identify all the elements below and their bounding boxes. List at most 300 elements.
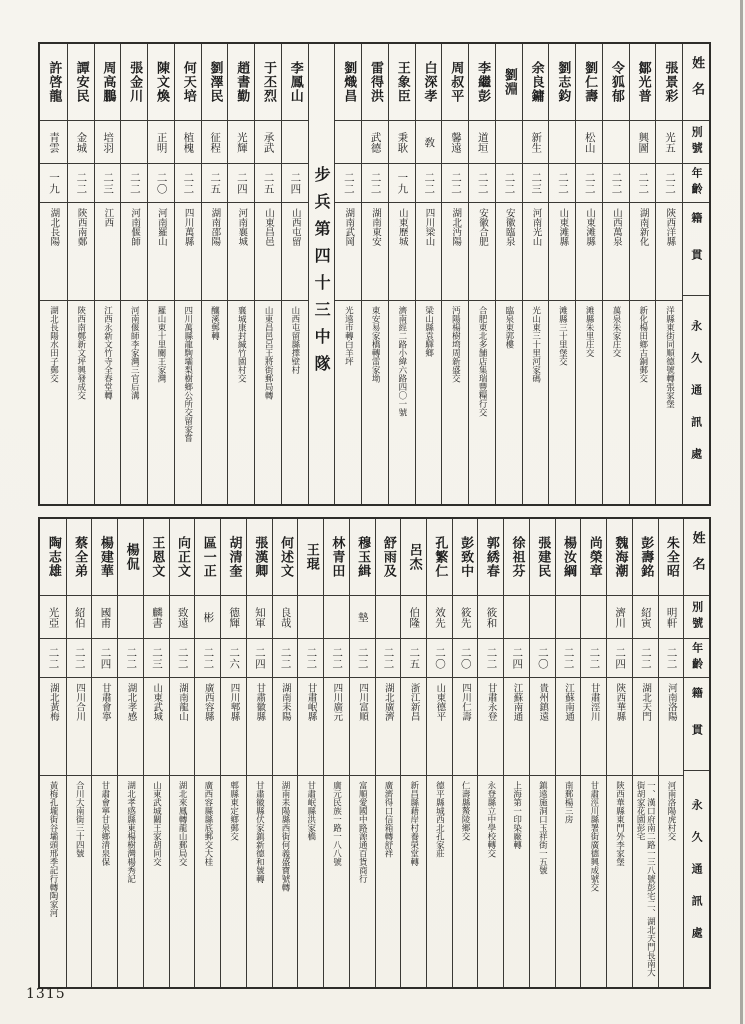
alias-header-label: 別號 (690, 126, 704, 158)
address-cell (416, 301, 442, 504)
alias-cell (202, 121, 228, 164)
age-cell (556, 639, 581, 678)
native-cell (144, 678, 169, 776)
address-value: 釀溪郵轉 (209, 306, 220, 340)
alias-cell (228, 121, 254, 164)
age-cell (255, 164, 281, 203)
roster-column (468, 44, 495, 504)
roster-column (194, 519, 220, 987)
address-cell (362, 301, 388, 504)
name-value: 向正文 (175, 536, 191, 578)
roster-column (452, 519, 478, 987)
name-cell (121, 44, 147, 121)
address-value: 洋縣東街同順德號轉張家堡 (664, 306, 675, 408)
age-value: 二二 (125, 646, 138, 670)
age-value: 一九 (48, 171, 61, 195)
address-cell (389, 301, 415, 504)
alias-cell (416, 121, 442, 164)
roster-column (415, 44, 442, 504)
native-value: 河南羅山 (155, 208, 167, 246)
native-cell (175, 203, 201, 301)
name-cell (416, 44, 442, 121)
age-value: 二五 (262, 171, 275, 195)
native-cell (228, 203, 254, 301)
address-value: 黃梅孔壠街谷壩頭邢季記行轉陶家河 (47, 781, 58, 917)
alias-value: 紹伯 (73, 606, 86, 628)
age-cell (607, 639, 632, 678)
name-value: 王象臣 (394, 61, 410, 103)
name-value: 朱全昭 (663, 536, 679, 578)
roster-column (120, 44, 147, 504)
name-cell (202, 44, 228, 121)
address-value: 富順愛國中路源通百貨商行 (357, 781, 368, 883)
address-header-cell (684, 771, 709, 987)
native-value: 甘肅會寧 (99, 683, 111, 721)
name-cell (496, 44, 522, 121)
address-value: 甘肅會寧甘泉鄉清泉保 (99, 781, 110, 866)
age-value: 二三 (150, 646, 163, 670)
age-cell (576, 164, 602, 203)
native-cell (68, 203, 94, 301)
name-value: 劉仁壽 (582, 61, 598, 103)
alias-cell (247, 596, 272, 639)
age-value: 二四 (99, 646, 112, 670)
address-cell (607, 776, 632, 987)
address-value: 臨泉東郭樓 (503, 306, 514, 349)
alias-cell (389, 121, 415, 164)
address-cell (92, 776, 117, 987)
name-value: 劉熾昌 (341, 61, 357, 103)
name-cell (195, 519, 220, 596)
name-value: 魏海潮 (612, 536, 628, 578)
name-value: 郭綉春 (483, 536, 499, 578)
age-cell (273, 639, 298, 678)
alias-cell (273, 596, 298, 639)
address-value: 湖北長陽水田子郵交 (48, 306, 59, 383)
age-value: 二四 (235, 171, 248, 195)
native-cell (523, 203, 549, 301)
age-value: 二二 (583, 171, 596, 195)
address-value: 萬泉朱家庄交 (610, 306, 621, 357)
address-cell (335, 301, 361, 504)
native-value: 河南光山 (530, 208, 542, 246)
native-value: 陝西華縣 (614, 683, 626, 721)
native-value: 山東歷城 (396, 208, 408, 246)
alias-value: 筱和 (485, 606, 498, 628)
name-cell (530, 519, 555, 596)
alias-cell (478, 596, 503, 639)
alias-cell (630, 121, 656, 164)
alias-value: 植槐 (182, 131, 195, 153)
age-cell (247, 639, 272, 678)
native-value: 河南襄城 (236, 208, 248, 246)
name-value: 余良鏞 (528, 61, 544, 103)
age-value: 二〇 (536, 646, 549, 670)
address-value: 湖北來鳳轉龍山郵局交 (177, 781, 188, 866)
native-value: 湖北天門 (640, 683, 652, 721)
age-value: 二二 (665, 646, 678, 670)
alias-cell (453, 596, 478, 639)
alias-value: 致遠 (176, 606, 189, 628)
native-header-label: 籍貫 (690, 687, 704, 761)
name-cell (427, 519, 452, 596)
name-value: 張景彩 (662, 61, 678, 103)
age-value: 二二 (331, 646, 344, 670)
unit-title-text: 步兵第四十三中隊 (312, 166, 332, 382)
name-value: 楊建華 (97, 536, 113, 578)
alias-cell (282, 121, 308, 164)
age-header-cell (684, 639, 709, 678)
address-value: 滩縣三十里堡交 (557, 306, 568, 366)
roster-column (548, 44, 575, 504)
alias-cell (335, 121, 361, 164)
alias-cell (633, 596, 658, 639)
age-cell (401, 639, 426, 678)
native-value: 湖南武岡 (343, 208, 355, 246)
address-value: 湖北孝感縣東楊樹灣楊秀記 (125, 781, 136, 883)
name-cell (170, 519, 195, 596)
address-cell (630, 301, 656, 504)
age-cell (549, 164, 575, 203)
native-cell (273, 678, 298, 776)
roster-column (323, 519, 349, 987)
address-cell (228, 301, 254, 504)
address-cell (247, 776, 272, 987)
scan-edge-shadow (740, 0, 743, 1024)
address-cell (556, 776, 581, 987)
native-value: 湖北黃梅 (47, 683, 59, 721)
age-value: 二〇 (434, 646, 446, 670)
native-cell (478, 678, 503, 776)
name-value: 舒雨及 (380, 536, 396, 578)
page-number: 1315 (26, 986, 66, 1002)
address-cell (633, 776, 658, 987)
address-value: 滩縣朱里庄交 (584, 306, 595, 357)
roster-column (400, 519, 426, 987)
name-cell (92, 519, 117, 596)
native-cell (603, 203, 629, 301)
alias-value: 新生 (530, 131, 543, 153)
alias-cell (68, 121, 94, 164)
roster-column (555, 519, 581, 987)
native-value: 安徽合肥 (477, 208, 489, 246)
native-cell (40, 203, 67, 301)
age-cell (324, 639, 349, 678)
native-value: 浙江新昌 (408, 683, 420, 721)
name-cell (478, 519, 503, 596)
name-cell (228, 44, 254, 121)
alias-cell (221, 596, 246, 639)
roster-column (495, 44, 522, 504)
alias-cell (659, 596, 684, 639)
native-value: 山東武城 (151, 683, 163, 721)
alias-value: 光亞 (47, 606, 60, 628)
address-cell (581, 776, 606, 987)
unit-title (309, 44, 335, 504)
name-value: 張建民 (535, 536, 551, 578)
address-value: 新化楊田鄉古銅郵交 (637, 306, 648, 383)
name-cell (453, 519, 478, 596)
native-value: 湖南耒陽 (279, 683, 291, 721)
alias-value: 秉耿 (396, 131, 409, 153)
alias-cell (195, 596, 220, 639)
age-cell (416, 164, 442, 203)
native-cell (416, 203, 442, 301)
roster-column (94, 44, 121, 504)
address-cell (350, 776, 375, 987)
alias-value: 正明 (155, 131, 168, 153)
age-value: 二二 (369, 171, 382, 195)
age-header-label: 年齡 (690, 167, 704, 199)
native-value: 山東滩縣 (584, 208, 596, 246)
age-value: 二二 (305, 646, 318, 670)
alias-cell (607, 596, 632, 639)
address-value: 河南洛陽虎村交 (666, 781, 676, 841)
alias-value: 紹寅 (639, 606, 652, 628)
age-cell (630, 164, 656, 203)
native-cell (633, 678, 658, 776)
alias-value: 青雲 (48, 131, 61, 153)
name-cell (656, 44, 682, 121)
name-cell (40, 44, 67, 121)
address-value: 羅山東十里關王家灣 (156, 306, 167, 383)
address-cell (221, 776, 246, 987)
name-header-label: 姓名 (689, 531, 705, 583)
native-cell (659, 678, 684, 776)
age-cell (335, 164, 361, 203)
native-value: 四川合川 (74, 683, 86, 721)
alias-header-label: 別號 (690, 601, 704, 633)
age-cell (453, 639, 478, 678)
age-value: 二四 (253, 646, 266, 670)
name-value: 蔡全弟 (72, 536, 88, 578)
alias-cell (324, 596, 349, 639)
name-cell (40, 519, 66, 596)
address-value: 江西永新文竹寺全春堂轉 (102, 306, 113, 400)
native-cell (298, 678, 323, 776)
native-value: 山西萬泉 (610, 208, 622, 246)
address-value: 濟南經二路小緯六路四〇一號 (396, 306, 407, 417)
roster-column (272, 519, 298, 987)
address-cell (656, 301, 682, 504)
alias-cell (92, 596, 117, 639)
name-cell (523, 44, 549, 121)
address-cell (401, 776, 426, 987)
alias-value: 國甫 (99, 606, 112, 628)
roster-column (66, 519, 92, 987)
native-value: 甘肅徽縣 (254, 683, 266, 721)
native-value: 湖南邵陽 (209, 208, 221, 246)
name-value: 譚安民 (73, 61, 89, 103)
address-value: 德平縣城西北孔家莊 (434, 781, 445, 858)
native-value: 江西 (102, 208, 114, 227)
age-cell (298, 639, 323, 678)
age-value: 二二 (503, 171, 516, 195)
name-value: 周高鵬 (100, 61, 116, 103)
native-cell (255, 203, 281, 301)
alias-value: 興圖 (637, 131, 650, 153)
name-cell (144, 519, 169, 596)
name-value: 穆玉緝 (355, 536, 371, 578)
age-cell (633, 639, 658, 678)
name-value: 雷得洪 (368, 61, 384, 103)
age-cell (228, 164, 254, 203)
address-cell (478, 776, 503, 987)
roster-column (143, 519, 169, 987)
name-value: 陶志雄 (45, 536, 61, 578)
native-cell (67, 678, 92, 776)
native-value: 四川富順 (357, 683, 369, 721)
roster-column (388, 44, 415, 504)
native-cell (170, 678, 195, 776)
age-cell (170, 639, 195, 678)
address-cell (273, 776, 298, 987)
name-cell (95, 44, 121, 121)
alias-cell (523, 121, 549, 164)
alias-cell (144, 596, 169, 639)
native-header-cell (683, 203, 709, 296)
age-value: 一九 (396, 171, 409, 195)
address-cell (603, 301, 629, 504)
alias-value: 效先 (434, 606, 446, 628)
name-value: 胡清奎 (226, 536, 242, 578)
address-cell (530, 776, 555, 987)
roster-column (441, 44, 468, 504)
name-value: 楊侃 (123, 543, 139, 571)
alias-cell (581, 596, 606, 639)
roster-column (375, 519, 401, 987)
alias-value: 敎 (423, 136, 436, 148)
age-cell (389, 164, 415, 203)
address-value: 廣濟得口信箱轉舒祥 (382, 781, 393, 858)
roster-column (606, 519, 632, 987)
roster-column (254, 44, 281, 504)
native-value: 湖北沔陽 (450, 208, 462, 246)
address-header-cell (683, 296, 709, 504)
roster-column (632, 519, 658, 987)
name-cell (324, 519, 349, 596)
name-cell (633, 519, 658, 596)
native-cell (247, 678, 272, 776)
native-value: 河南洛陽 (665, 683, 677, 721)
alias-value: 培羽 (102, 131, 115, 153)
native-cell (496, 203, 522, 301)
age-value: 二二 (556, 171, 569, 195)
age-cell (427, 639, 452, 678)
native-value: 江蘇南通 (562, 683, 574, 721)
name-cell (175, 44, 201, 121)
name-value: 王琨 (303, 543, 319, 571)
name-cell (630, 44, 656, 121)
native-cell (95, 203, 121, 301)
name-value: 許啓龍 (46, 61, 62, 103)
age-cell (523, 164, 549, 203)
address-cell (170, 776, 195, 987)
roster-column (67, 44, 94, 504)
alias-cell (362, 121, 388, 164)
address-value: 山東昌邑呂王將街郵局轉 (263, 306, 274, 400)
name-cell (118, 519, 143, 596)
alias-header-cell (683, 121, 709, 164)
roster-header-column (682, 44, 709, 504)
roster-column (426, 519, 452, 987)
alias-cell (376, 596, 401, 639)
address-cell (121, 301, 147, 504)
alias-value: 濟川 (614, 606, 627, 628)
name-value: 張漢卿 (252, 536, 268, 578)
name-value: 李繼彭 (475, 61, 491, 103)
native-cell (389, 203, 415, 301)
address-value: 山西屯留縣擇壁村 (289, 306, 300, 374)
native-value: 湖北孝感 (125, 683, 137, 721)
age-value: 二二 (485, 646, 498, 670)
native-cell (401, 678, 426, 776)
roster-column (201, 44, 228, 504)
age-value: 二四 (289, 171, 302, 195)
alias-value: 麟書 (150, 606, 163, 628)
native-cell (324, 678, 349, 776)
roster-column (658, 519, 684, 987)
alias-cell (121, 121, 147, 164)
age-cell (376, 639, 401, 678)
age-cell (530, 639, 555, 678)
alias-value: 明軒 (665, 606, 678, 628)
address-value: 上海第一印染廠轉 (511, 781, 522, 849)
age-value: 二二 (356, 646, 369, 670)
age-value: 二〇 (459, 646, 472, 670)
age-value: 二二 (449, 171, 462, 195)
alias-cell (67, 596, 92, 639)
native-value: 四川仁壽 (460, 683, 472, 721)
address-cell (298, 776, 323, 987)
roster-column (580, 519, 606, 987)
address-value: 仁壽縣鰲陵鄉交 (460, 781, 471, 841)
age-cell (656, 164, 682, 203)
age-cell (469, 164, 495, 203)
age-value: 二二 (47, 646, 60, 670)
name-value: 呂杰 (406, 543, 422, 571)
roster-column (40, 519, 66, 987)
name-cell (581, 519, 606, 596)
address-value: 陝西南鄭新文坪興發成交 (75, 306, 86, 400)
alias-cell (442, 121, 468, 164)
age-cell (496, 164, 522, 203)
name-cell (335, 44, 361, 121)
native-cell (427, 678, 452, 776)
name-value: 王恩文 (149, 536, 165, 578)
native-value: 安徽臨泉 (503, 208, 515, 246)
name-value: 孔繁仁 (432, 536, 448, 578)
name-cell (504, 519, 529, 596)
native-cell (282, 203, 308, 301)
native-cell (576, 203, 602, 301)
name-cell (67, 519, 92, 596)
roster-column (477, 519, 503, 987)
age-value: 二二 (664, 171, 677, 195)
name-value: 楊汝綱 (561, 536, 576, 578)
unit-title-column (308, 44, 335, 504)
age-cell (68, 164, 94, 203)
age-value: 二二 (476, 171, 489, 195)
name-cell (603, 44, 629, 121)
address-value: 新昌縣藉岸村養榮堂轉 (408, 781, 419, 866)
roster-column (174, 44, 201, 504)
name-cell (576, 44, 602, 121)
alias-cell (549, 121, 575, 164)
age-value: 二二 (176, 646, 189, 670)
native-cell (350, 678, 375, 776)
alias-value: 武德 (369, 131, 382, 153)
